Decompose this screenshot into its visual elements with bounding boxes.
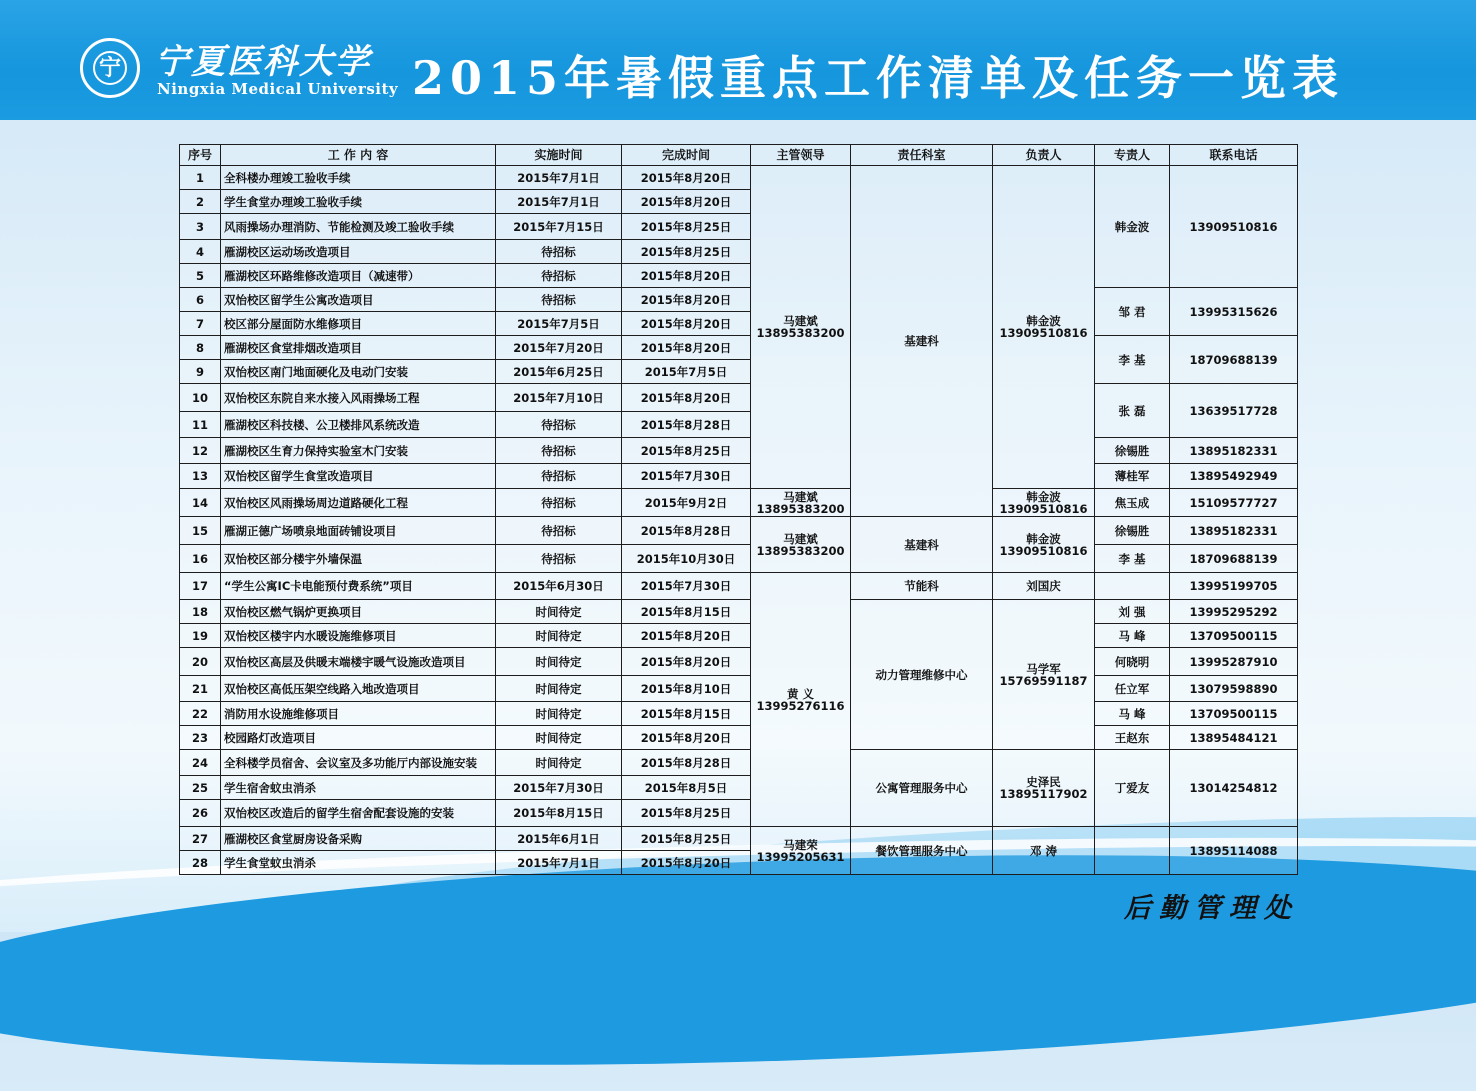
row-end: 2015年8月20日 [622, 624, 751, 648]
phone-cell: 13709500115 [1170, 702, 1298, 726]
row-end: 2015年9月2日 [622, 489, 751, 517]
row-end: 2015年7月30日 [622, 464, 751, 489]
row-end: 2015年8月20日 [622, 190, 751, 214]
staff-cell: 徐锡胜 [1095, 438, 1170, 464]
head-phone: 13909510816 [999, 501, 1088, 516]
row-content: 双怡校区南门地面硬化及电动门安装 [221, 360, 496, 384]
row-no: 15 [180, 517, 221, 545]
row-end: 2015年10月30日 [622, 545, 751, 573]
row-content: 雁湖正德广场喷泉地面砖铺设项目 [221, 517, 496, 545]
row-content: 校区部分屋面防水维修项目 [221, 312, 496, 336]
table-row [180, 166, 1298, 190]
row-content: 学生食堂办理竣工验收手续 [221, 190, 496, 214]
head-name: 韩金波 [1026, 314, 1061, 328]
row-end: 2015年7月30日 [622, 573, 751, 600]
row-content: 双怡校区高层及供暖末端楼宇暖气设施改造项目 [221, 648, 496, 676]
table-row [180, 600, 1298, 624]
row-start: 2015年7月15日 [496, 214, 622, 240]
staff-cell: 丁爱友 [1095, 750, 1170, 827]
head-cell [993, 517, 1095, 573]
leader-cell [751, 517, 851, 573]
col-header-dept: 责任科室 [851, 145, 993, 166]
row-content: 双怡校区东院自来水接入风雨操场工程 [221, 384, 496, 412]
row-content: 消防用水设施维修项目 [221, 702, 496, 726]
row-no: 4 [180, 240, 221, 264]
row-content: 双怡校区部分楼宇外墙保温 [221, 545, 496, 573]
head-cell [993, 750, 1095, 827]
table-row [180, 573, 1298, 600]
staff-cell: 张 磊 [1095, 384, 1170, 438]
head-name: 史泽民 [1026, 775, 1061, 789]
row-content: 双怡校区留学生公寓改造项目 [221, 288, 496, 312]
row-no: 18 [180, 600, 221, 624]
table-row [180, 624, 1298, 648]
leader-name: 马建斌 [783, 314, 818, 328]
head-name: 韩金波 [1026, 531, 1061, 546]
row-content: 双怡校区高低压架空线路入地改造项目 [221, 676, 496, 702]
staff-cell: 刘 强 [1095, 600, 1170, 624]
row-end: 2015年8月20日 [622, 851, 751, 875]
row-start: 待招标 [496, 288, 622, 312]
phone-cell: 13995295292 [1170, 600, 1298, 624]
row-start: 时间待定 [496, 726, 622, 750]
table-row [180, 648, 1298, 676]
row-start: 2015年6月1日 [496, 827, 622, 851]
staff-cell: 王赵东 [1095, 726, 1170, 750]
leader-cell [751, 166, 851, 489]
leader-cell [751, 489, 851, 517]
row-content: 雁湖校区生育力保持实验室木门安装 [221, 438, 496, 464]
staff-cell: 李 基 [1095, 545, 1170, 573]
row-start: 2015年7月1日 [496, 851, 622, 875]
phone-cell: 13709500115 [1170, 624, 1298, 648]
row-start: 待招标 [496, 438, 622, 464]
table-row [180, 288, 1298, 312]
leader-cell [751, 573, 851, 827]
phone-cell: 18709688139 [1170, 336, 1298, 384]
table-row [180, 336, 1298, 360]
row-content: “学生公寓IC卡电能预付费系统”项目 [221, 573, 496, 600]
row-content: 全科楼办理竣工验收手续 [221, 166, 496, 190]
row-end: 2015年8月25日 [622, 827, 751, 851]
row-content: 双怡校区楼宇内水暖设施维修项目 [221, 624, 496, 648]
table-row [180, 438, 1298, 464]
row-start: 待招标 [496, 517, 622, 545]
row-no: 7 [180, 312, 221, 336]
staff-cell: 焦玉成 [1095, 489, 1170, 517]
phone-cell: 13895114088 [1170, 827, 1298, 875]
row-start: 时间待定 [496, 750, 622, 776]
dept-cell: 餐饮管理服务中心 [851, 827, 993, 875]
staff-cell: 韩金波 [1095, 166, 1170, 288]
row-content: 双怡校区风雨操场周边道路硬化工程 [221, 489, 496, 517]
row-no: 27 [180, 827, 221, 851]
row-content: 学生食堂蚊虫消杀 [221, 851, 496, 875]
row-start: 待招标 [496, 489, 622, 517]
row-start: 时间待定 [496, 624, 622, 648]
dept-cell: 公寓管理服务中心 [851, 750, 993, 827]
row-no: 2 [180, 190, 221, 214]
row-end: 2015年8月28日 [622, 517, 751, 545]
row-content: 雁湖校区食堂排烟改造项目 [221, 336, 496, 360]
staff-cell [1095, 827, 1170, 875]
row-content: 雁湖校区运动场改造项目 [221, 240, 496, 264]
phone-cell: 13895492949 [1170, 464, 1298, 489]
table-row [180, 726, 1298, 750]
row-start: 时间待定 [496, 702, 622, 726]
row-end: 2015年8月20日 [622, 264, 751, 288]
row-end: 2015年8月25日 [622, 438, 751, 464]
head-cell: 刘国庆 [993, 573, 1095, 600]
phone-cell: 13639517728 [1170, 384, 1298, 438]
row-no: 12 [180, 438, 221, 464]
row-no: 1 [180, 166, 221, 190]
row-start: 待招标 [496, 464, 622, 489]
row-content: 雁湖校区科技楼、公卫楼排风系统改造 [221, 412, 496, 438]
row-start: 2015年7月10日 [496, 384, 622, 412]
head-cell [993, 489, 1095, 517]
leader-phone: 13895383200 [756, 501, 845, 516]
leader-phone: 13995276116 [756, 698, 845, 713]
university-logo-icon [80, 38, 140, 98]
row-content: 风雨操场办理消防、节能检测及竣工验收手续 [221, 214, 496, 240]
row-start: 待招标 [496, 412, 622, 438]
row-end: 2015年8月20日 [622, 726, 751, 750]
dept-cell: 基建科 [851, 166, 993, 517]
row-no: 16 [180, 545, 221, 573]
head-name: 马学军 [1026, 661, 1061, 676]
col-header-no: 序号 [180, 145, 221, 166]
col-header-phone: 联系电话 [1170, 145, 1298, 166]
table-row [180, 676, 1298, 702]
row-end: 2015年8月28日 [622, 412, 751, 438]
row-start: 2015年7月5日 [496, 312, 622, 336]
task-table [179, 144, 1298, 875]
staff-cell: 任立军 [1095, 676, 1170, 702]
table-row [180, 545, 1298, 573]
row-content: 双怡校区留学生食堂改造项目 [221, 464, 496, 489]
row-no: 5 [180, 264, 221, 288]
col-header-start: 实施时间 [496, 145, 622, 166]
row-end: 2015年8月20日 [622, 166, 751, 190]
table-row [180, 702, 1298, 726]
row-content: 双怡校区改造后的留学生宿舍配套设施的安装 [221, 800, 496, 827]
row-no: 14 [180, 489, 221, 517]
leader-phone: 13995205631 [756, 849, 845, 864]
col-header-head: 负责人 [993, 145, 1095, 166]
phone-cell: 13995315626 [1170, 288, 1298, 336]
row-end: 2015年8月20日 [622, 384, 751, 412]
dept-cell: 基建科 [851, 517, 993, 573]
row-end: 2015年8月20日 [622, 288, 751, 312]
row-no: 17 [180, 573, 221, 600]
logo-mark: 宁 [93, 51, 127, 85]
row-end: 2015年8月20日 [622, 312, 751, 336]
phone-cell: 18709688139 [1170, 545, 1298, 573]
row-no: 19 [180, 624, 221, 648]
row-start: 2015年7月30日 [496, 776, 622, 800]
header-banner [0, 0, 1476, 120]
row-no: 25 [180, 776, 221, 800]
phone-cell: 13014254812 [1170, 750, 1298, 827]
row-content: 学生宿舍蚊虫消杀 [221, 776, 496, 800]
row-content: 雁湖校区食堂厨房设备采购 [221, 827, 496, 851]
row-no: 24 [180, 750, 221, 776]
row-start: 2015年7月20日 [496, 336, 622, 360]
row-start: 待招标 [496, 545, 622, 573]
row-start: 时间待定 [496, 600, 622, 624]
phone-cell: 13895182331 [1170, 438, 1298, 464]
row-start: 2015年6月25日 [496, 360, 622, 384]
row-no: 28 [180, 851, 221, 875]
col-header-content: 工 作 内 容 [221, 145, 496, 166]
row-no: 6 [180, 288, 221, 312]
row-no: 26 [180, 800, 221, 827]
table-row [180, 517, 1298, 545]
row-start: 待招标 [496, 264, 622, 288]
row-no: 8 [180, 336, 221, 360]
row-end: 2015年8月25日 [622, 240, 751, 264]
staff-cell: 薄桂军 [1095, 464, 1170, 489]
leader-phone: 13895383200 [756, 326, 845, 340]
col-header-staff: 专责人 [1095, 145, 1170, 166]
phone-cell: 15109577727 [1170, 489, 1298, 517]
row-start: 2015年7月1日 [496, 190, 622, 214]
row-start: 2015年6月30日 [496, 573, 622, 600]
row-end: 2015年8月20日 [622, 336, 751, 360]
head-phone: 15769591187 [999, 673, 1088, 688]
head-phone: 13909510816 [999, 543, 1088, 558]
page-title: 2015年暑假重点工作清单及任务一览表 [412, 51, 1345, 105]
staff-cell: 马 峰 [1095, 624, 1170, 648]
leader-name: 马建斌 [783, 531, 818, 546]
leader-name: 马建斌 [783, 489, 818, 504]
head-cell: 邓 涛 [993, 827, 1095, 875]
logo-english-name: Ningxia Medical University [157, 80, 399, 98]
col-header-end: 完成时间 [622, 145, 751, 166]
logo-chinese-name: 宁夏医科大学 [155, 42, 371, 82]
table-row [180, 489, 1298, 517]
row-start: 时间待定 [496, 648, 622, 676]
head-name: 韩金波 [1026, 489, 1061, 504]
row-no: 21 [180, 676, 221, 702]
table-row [180, 384, 1298, 412]
staff-cell [1095, 573, 1170, 600]
leader-phone: 13895383200 [756, 543, 845, 558]
phone-cell: 13995287910 [1170, 648, 1298, 676]
row-end: 2015年8月5日 [622, 776, 751, 800]
row-end: 2015年8月10日 [622, 676, 751, 702]
leader-name: 黄 义 [786, 686, 814, 701]
row-start: 2015年8月15日 [496, 800, 622, 827]
footer-department: 后勤管理处 [1124, 893, 1299, 924]
staff-cell: 何晓明 [1095, 648, 1170, 676]
row-no: 13 [180, 464, 221, 489]
row-content: 双怡校区燃气锅炉更换项目 [221, 600, 496, 624]
row-no: 10 [180, 384, 221, 412]
row-end: 2015年8月15日 [622, 702, 751, 726]
staff-cell: 李 基 [1095, 336, 1170, 384]
table-row [180, 750, 1298, 776]
row-no: 22 [180, 702, 221, 726]
staff-cell: 马 峰 [1095, 702, 1170, 726]
row-content: 校园路灯改造项目 [221, 726, 496, 750]
row-end: 2015年8月15日 [622, 600, 751, 624]
table-row [180, 827, 1298, 851]
row-no: 11 [180, 412, 221, 438]
row-end: 2015年8月25日 [622, 214, 751, 240]
dept-cell: 动力管理维修中心 [851, 600, 993, 750]
row-content: 全科楼学员宿舍、会议室及多功能厅内部设施安装 [221, 750, 496, 776]
row-start: 2015年7月1日 [496, 166, 622, 190]
table-row [180, 464, 1298, 489]
row-no: 3 [180, 214, 221, 240]
row-end: 2015年8月25日 [622, 800, 751, 827]
col-header-leader: 主管领导 [751, 145, 851, 166]
row-no: 23 [180, 726, 221, 750]
head-cell [993, 600, 1095, 750]
row-end: 2015年7月5日 [622, 360, 751, 384]
leader-name: 马建荣 [783, 837, 818, 852]
row-start: 时间待定 [496, 676, 622, 702]
phone-cell: 13895182331 [1170, 517, 1298, 545]
head-phone: 13895117902 [999, 787, 1088, 801]
row-end: 2015年8月20日 [622, 648, 751, 676]
table-header-row [180, 145, 1298, 166]
row-no: 20 [180, 648, 221, 676]
row-end: 2015年8月28日 [622, 750, 751, 776]
head-phone: 13909510816 [999, 326, 1088, 340]
staff-cell: 徐锡胜 [1095, 517, 1170, 545]
leader-cell [751, 827, 851, 875]
row-no: 9 [180, 360, 221, 384]
dept-cell: 节能科 [851, 573, 993, 600]
row-content: 雁湖校区环路维修改造项目（减速带） [221, 264, 496, 288]
head-cell [993, 166, 1095, 489]
row-start: 待招标 [496, 240, 622, 264]
phone-cell: 13079598890 [1170, 676, 1298, 702]
phone-cell: 13909510816 [1170, 166, 1298, 288]
phone-cell: 13895484121 [1170, 726, 1298, 750]
phone-cell: 13995199705 [1170, 573, 1298, 600]
staff-cell: 邹 君 [1095, 288, 1170, 336]
